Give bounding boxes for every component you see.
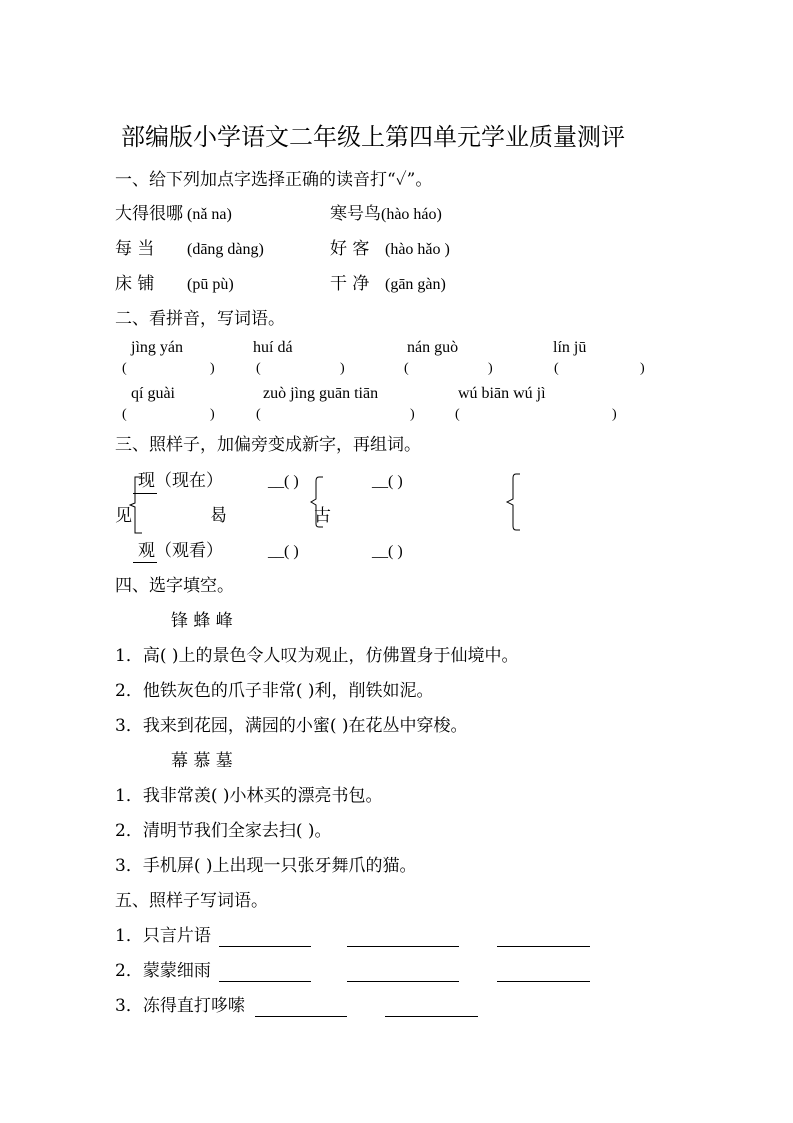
s1-item-word: 寒号鸟 <box>330 204 381 224</box>
answer-line[interactable] <box>385 1016 478 1017</box>
s1-item-pinyin: (pū pù) <box>187 276 234 293</box>
blank-pair[interactable]: __( ) <box>372 543 403 560</box>
pinyin-prompt: wú biān wú jì <box>458 385 546 402</box>
answer-line[interactable] <box>347 946 459 947</box>
answer-box-open[interactable]: ( <box>256 407 261 422</box>
pattern-example: 1．只言片语 <box>115 926 211 946</box>
fill-sentence[interactable]: 1．高( )上的景色令人叹为观止，仿佛置身于仙境中。 <box>115 646 519 666</box>
answer-box-open[interactable]: ( <box>122 407 127 422</box>
answer-line[interactable] <box>255 1016 347 1017</box>
section2-heading: 二、看拼音，写词语。 <box>115 309 285 329</box>
section1-heading: 一、给下列加点字选择正确的读音打“✓”。 <box>115 170 433 190</box>
pattern-example: 3．冻得直打哆嗦 <box>115 996 245 1016</box>
s1-item-word: 干 净 <box>330 274 370 294</box>
fill-sentence[interactable]: 3．手机屏( )上出现一只张牙舞爪的猫。 <box>115 856 417 876</box>
answer-box-open[interactable]: ( <box>455 407 460 422</box>
char-he: 曷 <box>210 506 227 526</box>
blank-pair[interactable]: __( ) <box>268 543 299 560</box>
s1-item-pinyin: (gān gàn) <box>385 276 446 293</box>
pinyin-prompt: huí dá <box>253 339 293 356</box>
brace-left-example <box>129 476 143 534</box>
example-bottom: 观（观看） <box>138 541 223 561</box>
base-char: 见 <box>115 506 132 526</box>
answer-box-close: ) <box>640 361 645 376</box>
s1-item-pinyin: (hào háo) <box>381 206 442 223</box>
pattern-example: 2．蒙蒙细雨 <box>115 961 211 981</box>
answer-line[interactable] <box>347 981 459 982</box>
pinyin-prompt: nán guò <box>407 339 459 356</box>
answer-box-close: ) <box>340 361 345 376</box>
s1-item-word: 好 客 <box>330 239 370 259</box>
fill-sentence[interactable]: 1．我非常羡( )小林买的漂亮书包。 <box>115 786 383 806</box>
example-bottom-underline <box>133 562 157 563</box>
char-choices: 锋 蜂 峰 <box>171 611 233 631</box>
page-title: 部编版小学语文二年级上第四单元学业质量测评 <box>121 123 625 151</box>
section5-heading: 五、照样子写词语。 <box>115 891 268 911</box>
answer-line[interactable] <box>497 981 590 982</box>
brace-right <box>505 473 521 531</box>
s1-item-word: 大得很哪 <box>115 204 183 224</box>
pinyin-prompt: qí guài <box>131 385 175 402</box>
answer-line[interactable] <box>219 981 311 982</box>
pinyin-prompt: jìng yán <box>131 339 183 356</box>
answer-box-open[interactable]: ( <box>554 361 559 376</box>
answer-box-open[interactable]: ( <box>404 361 409 376</box>
s1-item-word: 床 铺 <box>115 274 155 294</box>
pinyin-prompt: zuò jìng guān tiān <box>263 385 379 402</box>
answer-box-close: ) <box>612 407 617 422</box>
answer-line[interactable] <box>497 946 590 947</box>
answer-box-open[interactable]: ( <box>122 361 127 376</box>
s1-item-word: 每 当 <box>115 239 155 259</box>
answer-line[interactable] <box>219 946 311 947</box>
fill-sentence[interactable]: 2．清明节我们全家去扫( )。 <box>115 821 332 841</box>
example-top: 现（现在） <box>138 471 223 491</box>
s1-item-pinyin: (hào hǎo ) <box>385 241 450 258</box>
answer-box-open[interactable]: ( <box>256 361 261 376</box>
char-choices: 幕 慕 墓 <box>171 751 233 771</box>
section3-heading: 三、照样子，加偏旁变成新字，再组词。 <box>115 435 421 455</box>
answer-box-close: ) <box>488 361 493 376</box>
fill-sentence[interactable]: 2．他铁灰色的爪子非常( )利，削铁如泥。 <box>115 681 434 701</box>
s1-item-pinyin: (nǎ na) <box>187 206 232 223</box>
answer-box-close: ) <box>210 361 215 376</box>
char-gu: 古 <box>314 506 331 526</box>
answer-box-close: ) <box>210 407 215 422</box>
s1-item-pinyin: (dāng dàng) <box>187 241 264 258</box>
answer-box-close: ) <box>410 407 415 422</box>
blank-pair[interactable]: __( ) <box>372 473 403 490</box>
brace-middle <box>310 476 324 528</box>
fill-sentence[interactable]: 3．我来到花园，满园的小蜜( )在花丛中穿梭。 <box>115 716 468 736</box>
blank-pair[interactable]: __( ) <box>268 473 299 490</box>
pinyin-prompt: lín jū <box>553 339 587 356</box>
section4-heading: 四、选字填空。 <box>115 576 234 596</box>
